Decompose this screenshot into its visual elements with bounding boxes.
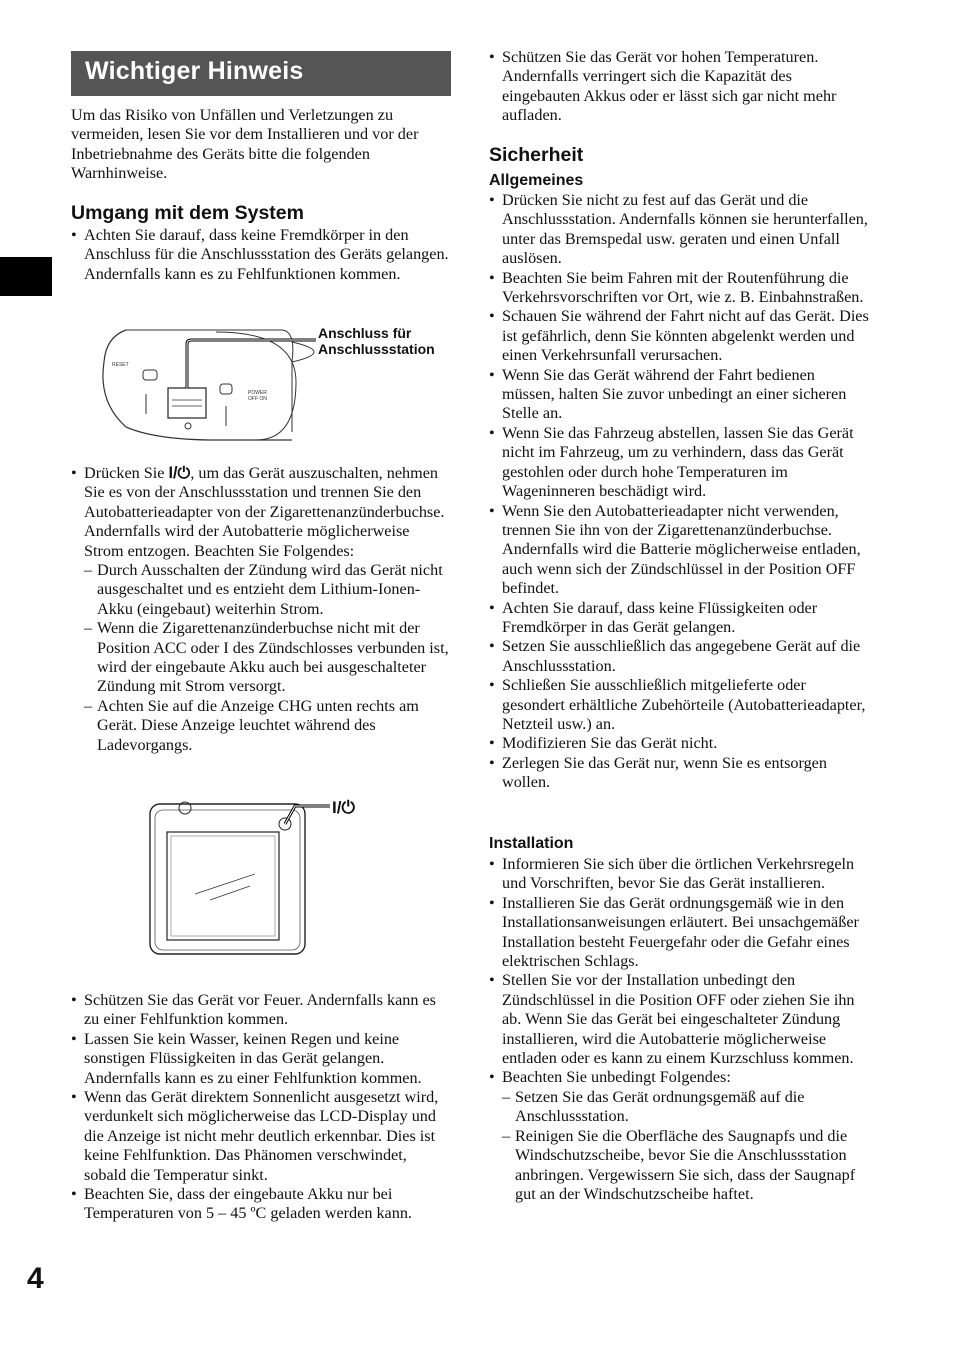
list-item: • Wenn Sie das Gerät während der Fahrt bedienen müssen, halten Sie zuvor unbedingt an einer sicheren Stelle an.: [489, 366, 869, 424]
list-item: • Schließen Sie ausschließlich mitgelieferte oder gesondert erhältliche Zubehörteile (Autobatterieadapter, Netzteil usw.) an.: [489, 676, 869, 734]
list-item: • Informieren Sie sich über die örtlichen Verkehrsregeln und Vorschriften, bevor Sie das Gerät installieren.: [489, 855, 869, 894]
page-title: Wichtiger Hinweis: [85, 57, 304, 85]
intro-paragraph: Um das Risiko von Unfällen und Verletzungen zu vermeiden, lesen Sie vor dem Installieren und vor der Inbetriebnahme des Geräts bitte die folgenden Warnhinweise.: [71, 106, 419, 183]
list-item: • Zerlegen Sie das Gerät nur, wenn Sie es entsorgen wollen.: [489, 754, 869, 793]
off-on-label: OFF ON: [248, 396, 267, 402]
list-item: • Setzen Sie ausschließlich das angegebene Gerät auf die Anschlussstation.: [489, 637, 869, 676]
reset-label: RESET: [112, 362, 129, 368]
list-item: • Wenn Sie das Fahrzeug abstellen, lassen Sie das Gerät nicht im Fahrzeug, um zu verhindern, dass das Gerät gestohlen oder durch hohe Temperaturen im Wageninneren beschädigt wird.: [489, 424, 869, 502]
sub-item: – Reinigen Sie die Oberfläche des Saugnapfs und die Windschutzscheibe, bevor Sie die Anschlussstation anbringen. Vergewissern Sie sich, dass der Saugnapf gut an der Windschutzscheibe haftet.: [502, 1127, 869, 1205]
sub-item: – Wenn die Zigarettenanzünderbuchse nicht mit der Position ACC oder I des Zündschlosses verbunden ist, wird der eingebaute Akku auch bei ausgeschalteter Zündung mit Strom versorgt.: [84, 619, 453, 697]
general-bullets: [489, 191, 869, 793]
system-sub-list: [84, 561, 453, 755]
sub-item: – Durch Ausschalten der Zündung wird das Gerät nicht ausgeschaltet und es entzieht dem Lithium-Ionen-Akku (eingebaut) weiterhin Strom.: [84, 561, 453, 619]
list-item: • Schauen Sie während der Fahrt nicht auf das Gerät. Dies ist gefährlich, denn Sie könnten abgelenkt werden und einen Verkehrsunfall verursachen.: [489, 307, 869, 365]
list-item: [71, 464, 453, 755]
list-item: • Installieren Sie das Gerät ordnungsgemäß wie in den Installationsanweisungen erläutert. Bei unsachgemäßer Installation besteht Feuergefahr oder die Gefahr eines elektrischen Schlags.: [489, 894, 869, 972]
figure-power-button: [145, 796, 375, 966]
list-item: • Beachten Sie beim Fahren mit der Routenführung die Verkehrsvorschriften vor Ort, wie z. B. Einbahnstraßen.: [489, 269, 869, 308]
list-item: • Achten Sie darauf, dass keine Flüssigkeiten oder Fremdkörper in das Gerät gelangen.: [489, 599, 869, 638]
list-item: • Schützen Sie das Gerät vor hohen Temperaturen. Andernfalls verringert sich die Kapazität des eingebauten Akkus oder er lässt sich gar nicht mehr aufladen.: [489, 48, 869, 126]
sub-item: – Setzen Sie das Gerät ordnungsgemäß auf die Anschlussstation.: [502, 1088, 869, 1127]
bullet-text-post: , um das Gerät auszuschalten, nehmen Sie es von der Anschlussstation und trennen Sie den Autobatterieadapter von der Zigarettenanzünderbuchse. Andernfalls wird der Autobatterie möglicherweise Strom entzogen. Beachten Sie Folgendes:: [84, 464, 445, 560]
system-bullets-1: [71, 226, 453, 284]
chapter-tab: [0, 257, 52, 296]
list-item: [489, 1068, 869, 1204]
heading-general: Allgemeines: [489, 172, 584, 189]
list-item: • Drücken Sie nicht zu fest auf das Gerät und die Anschlussstation. Andernfalls können sie herunterfallen, unter das Bremspedal usw. geraten und einen Unfall auslösen.: [489, 191, 869, 269]
system-bullets-3: [71, 991, 453, 1224]
list-item: • Achten Sie darauf, dass keine Fremdkörper in den Anschluss für die Anschlussstation des Geräts gelangen. Andernfalls kann es zu Fehlfunktionen kommen.: [71, 226, 453, 284]
heading-safety: Sicherheit: [489, 144, 584, 166]
callout-power-button: I/⏻: [332, 798, 355, 817]
list-item: • Wenn das Gerät direktem Sonnenlicht ausgesetzt wird, verdunkelt sich möglicherweise das LCD-Display und die Anzeige ist nicht mehr deutlich erkennbar. Dies ist keine Fehlfunktion. Das Phänomen verschwindet, sobald die Temperatur sinkt.: [71, 1088, 453, 1185]
callout-dock-connector: Anschluss für Anschlussstation: [318, 325, 435, 357]
installation-sub-list: [502, 1088, 869, 1204]
page-number: 4: [27, 1262, 44, 1295]
device-front-illustration: [145, 796, 375, 966]
section-title-bar: [71, 51, 451, 96]
list-item: • Beachten Sie, dass der eingebaute Akku nur bei Temperaturen von 5 – 45 ºC geladen werden kann.: [71, 1185, 453, 1224]
list-item: • Wenn Sie den Autobatterieadapter nicht verwenden, trennen Sie ihn von der Zigarettenanzünderbuchse. Andernfalls wird die Batterie möglicherweise entladen, auch wenn sich der Zündschlüssel in der Position OFF befindet.: [489, 502, 869, 599]
installation-bullets: [489, 855, 869, 1204]
system-bullets-2: [71, 464, 453, 755]
list-item: • Lassen Sie kein Wasser, keinen Regen und keine sonstigen Flüssigkeiten in das Gerät gelangen. Andernfalls kann es zu einer Fehlfunktion kommen.: [71, 1030, 453, 1088]
bullet-text: Beachten Sie unbedingt Folgendes:: [502, 1068, 731, 1087]
power-button-symbol: I/⏻: [168, 464, 191, 482]
heading-installation: Installation: [489, 835, 574, 852]
list-item: • Schützen Sie das Gerät vor Feuer. Andernfalls kann es zu einer Fehlfunktion kommen.: [71, 991, 453, 1030]
right-top-bullets: [489, 48, 869, 126]
sub-item: – Achten Sie auf die Anzeige CHG unten rechts am Gerät. Diese Anzeige leuchtet während des Ladevorgangs.: [84, 697, 453, 755]
bullet-text-pre: Drücken Sie: [84, 464, 169, 482]
list-item: • Modifizieren Sie das Gerät nicht.: [489, 734, 869, 753]
heading-system: Umgang mit dem System: [71, 202, 304, 224]
list-item: • Stellen Sie vor der Installation unbedingt den Zündschlüssel in die Position OFF oder ziehen Sie ihn ab. Wenn Sie das Gerät bei eingeschalteter Zündung installieren, wird die Autobatterie möglicherweise entladen oder es kann zu einem Kurzschluss kommen.: [489, 971, 869, 1068]
power-label: POWER: [248, 390, 267, 396]
